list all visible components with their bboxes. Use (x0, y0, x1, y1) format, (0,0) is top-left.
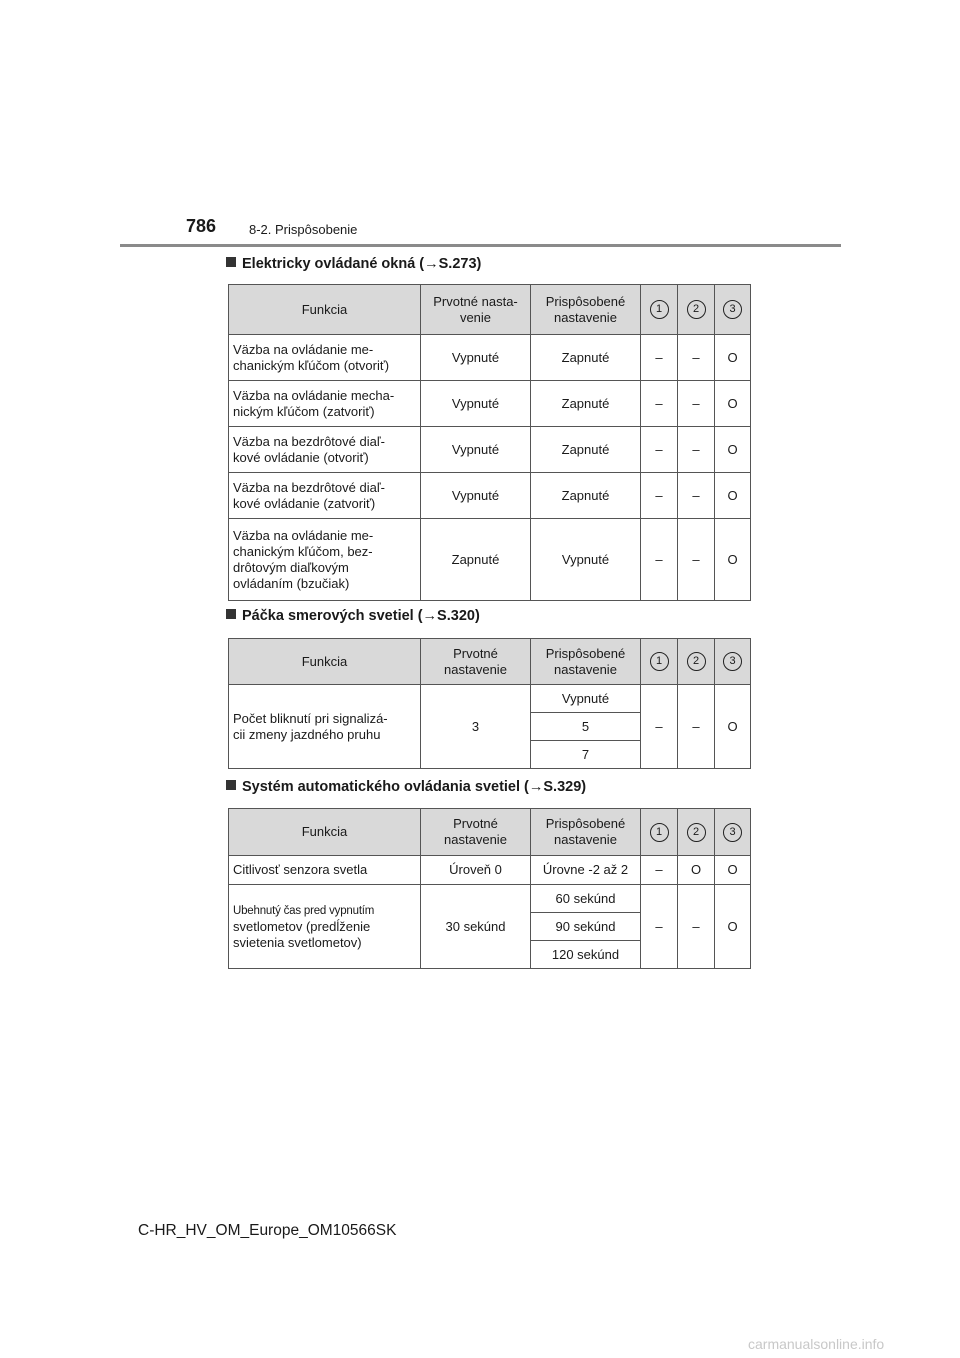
initial-cell: 30 sekúnd (421, 885, 531, 969)
circled-3-icon: 3 (723, 823, 742, 842)
function-cell (229, 885, 421, 969)
initial-cell: Vypnuté (421, 473, 531, 519)
table-row (229, 473, 751, 519)
custom-cell: 90 sekúnd (531, 913, 641, 941)
initial-cell: Vypnuté (421, 335, 531, 381)
heading-turn-signal (226, 607, 480, 625)
watermark: carmanualsonline.info (748, 1336, 885, 1352)
table-row (229, 335, 751, 381)
heading-text: Systém automatického ovládania svetiel (→S.329) (242, 779, 587, 795)
mode-1-cell: – (641, 519, 678, 601)
mode-3-cell: O (715, 885, 751, 969)
square-bullet-icon (226, 780, 236, 790)
col-header-1 (641, 809, 678, 856)
mode-2-cell: – (678, 885, 715, 969)
custom-cell: Úrovne -2 až 2 (531, 856, 641, 885)
function-cell: Počet bliknutí pri signalizá- cii zmeny jazdného pruhu (229, 685, 421, 769)
heading-auto-lights (226, 778, 586, 796)
square-bullet-icon (226, 257, 236, 267)
mode-1-cell: – (641, 856, 678, 885)
function-cell: Väzba na bezdrôtové diaľ- kové ovládanie (zatvoriť) (229, 473, 421, 519)
function-text-line1: Ubehnutý čas pred vypnutím (233, 905, 375, 917)
col-header-custom-text: Prispôsobené nastavenie (545, 645, 626, 677)
col-header-function: Funkcia (229, 639, 421, 685)
mode-2-cell: – (678, 381, 715, 427)
page-number: 786 (186, 216, 217, 236)
turn-signal-table (228, 638, 751, 769)
initial-cell: Vypnuté (421, 381, 531, 427)
col-header-custom (531, 809, 641, 856)
mode-2-cell: O (678, 856, 715, 885)
custom-cell: 60 sekúnd (531, 885, 641, 913)
square-bullet-icon (226, 609, 236, 619)
heading-text: Páčka smerových svetiel (→S.320) (242, 608, 480, 624)
custom-cell: 7 (531, 741, 641, 769)
footer-doc-id: C-HR_HV_OM_Europe_OM10566SK (138, 1222, 397, 1239)
mode-3-cell: O (715, 427, 751, 473)
function-cell: Väzba na ovládanie me- chanickým kľúčom, bez- drôtovým diaľkovým ovládaním (bzučiak) (229, 519, 421, 601)
col-header-initial-text: Prvotné nastavenie (444, 645, 507, 677)
custom-cell: Zapnuté (531, 335, 641, 381)
table-row (229, 885, 751, 913)
col-header-function: Funkcia (229, 285, 421, 335)
col-header-2 (678, 809, 715, 856)
power-windows-table (228, 284, 751, 601)
mode-3-cell: O (715, 519, 751, 601)
mode-1-cell: – (641, 685, 678, 769)
custom-cell: Vypnuté (531, 519, 641, 601)
mode-2-cell: – (678, 685, 715, 769)
col-header-initial (421, 809, 531, 856)
table-header-row (229, 809, 751, 856)
function-cell: Väzba na ovládanie me- chanickým kľúčom (otvoriť) (229, 335, 421, 381)
mode-1-cell: – (641, 335, 678, 381)
table-row (229, 519, 751, 601)
function-text-rest: svetlometov (predĺženie svietenia svetlometov) (233, 919, 371, 950)
col-header-3 (715, 285, 751, 335)
col-header-3 (715, 809, 751, 856)
circled-3-icon: 3 (723, 300, 742, 319)
circled-3-icon: 3 (723, 652, 742, 671)
mode-3-cell: O (715, 685, 751, 769)
col-header-initial (421, 639, 531, 685)
function-cell: Citlivosť senzora svetla (229, 856, 421, 885)
custom-cell: Zapnuté (531, 427, 641, 473)
mode-2-cell: – (678, 427, 715, 473)
initial-cell: 3 (421, 685, 531, 769)
initial-cell: Úroveň 0 (421, 856, 531, 885)
initial-cell: Vypnuté (421, 427, 531, 473)
heading-power-windows (226, 255, 481, 273)
table-row (229, 685, 751, 713)
function-cell: Väzba na bezdrôtové diaľ- kové ovládanie (otvoriť) (229, 427, 421, 473)
function-cell: Väzba na ovládanie mecha- nickým kľúčom (zatvoriť) (229, 381, 421, 427)
table-row (229, 427, 751, 473)
circled-2-icon: 2 (687, 300, 706, 319)
col-header-3 (715, 639, 751, 685)
col-header-custom (531, 639, 641, 685)
mode-1-cell: – (641, 885, 678, 969)
col-header-2 (678, 285, 715, 335)
mode-3-cell: O (715, 381, 751, 427)
custom-cell: Zapnuté (531, 381, 641, 427)
custom-cell: 5 (531, 713, 641, 741)
mode-3-cell: O (715, 856, 751, 885)
mode-1-cell: – (641, 381, 678, 427)
circled-1-icon: 1 (650, 823, 669, 842)
col-header-2 (678, 639, 715, 685)
col-header-1 (641, 639, 678, 685)
mode-3-cell: O (715, 335, 751, 381)
col-header-1 (641, 285, 678, 335)
col-header-initial-text: Prvotné nastavenie (444, 816, 507, 847)
custom-cell: 120 sekúnd (531, 941, 641, 969)
header-rule (120, 244, 841, 247)
mode-1-cell: – (641, 473, 678, 519)
table-header-row (229, 639, 751, 685)
mode-3-cell: O (715, 473, 751, 519)
table-header-row (229, 285, 751, 335)
col-header-initial (421, 285, 531, 335)
col-header-function: Funkcia (229, 809, 421, 856)
col-header-custom (531, 285, 641, 335)
mode-2-cell: – (678, 335, 715, 381)
circled-2-icon: 2 (687, 823, 706, 842)
auto-lights-table (228, 808, 751, 969)
circled-1-icon: 1 (650, 300, 669, 319)
mode-2-cell: – (678, 473, 715, 519)
circled-1-icon: 1 (650, 652, 669, 671)
circled-2-icon: 2 (687, 652, 706, 671)
table-row (229, 381, 751, 427)
col-header-custom-text: Prispôsobené nastavenie (545, 816, 626, 847)
mode-2-cell: – (678, 519, 715, 601)
heading-text: Elektricky ovládané okná (→S.273) (242, 256, 482, 272)
custom-cell: Zapnuté (531, 473, 641, 519)
table-row (229, 856, 751, 885)
col-header-custom-text: Prispôsobené nastavenie (545, 293, 626, 325)
custom-cell: Vypnuté (531, 685, 641, 713)
mode-1-cell: – (641, 427, 678, 473)
section-label: 8-2. Prispôsobenie (249, 222, 358, 237)
col-header-initial-text: Prvotné nasta- venie (433, 293, 518, 325)
initial-cell: Zapnuté (421, 519, 531, 601)
